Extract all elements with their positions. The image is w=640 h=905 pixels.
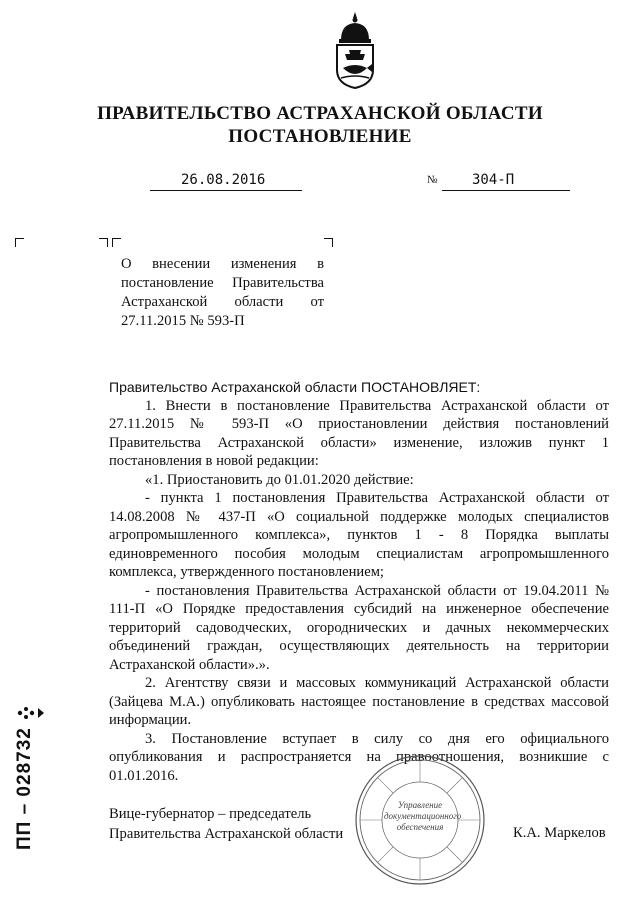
signatory-title-line-1: Вице-губернатор – председатель <box>109 806 312 822</box>
paragraph-1-1: «1. Приостановить до 01.01.2020 действие: <box>145 471 414 488</box>
corner-mark-mid-right <box>99 238 108 247</box>
document-body <box>109 378 609 785</box>
corner-mark-left <box>15 238 24 247</box>
coat-of-arms-icon <box>327 10 383 90</box>
corner-mark-right <box>324 238 333 247</box>
paragraph-1: 1. Внести в постановление Правительства Астраханской области от 27.11.2015 № 593-П «О приостановлении действия постановлений Правительства Астраханской области» изменение, изложив пункт 1 постановления в новой редакции: <box>109 397 609 469</box>
document-type-title: ПОСТАНОВЛЕНИЕ <box>228 126 412 147</box>
government-title: ПРАВИТЕЛЬСТВО АСТРАХАНСКОЙ ОБЛАСТИ <box>97 103 543 124</box>
ornament-icon <box>14 704 48 722</box>
resolution-intro: Правительство Астраханской области ПОСТАНОВЛЯЕТ: <box>109 379 481 395</box>
number-sign: № <box>427 174 438 186</box>
paragraph-item-2: - постановления Правительства Астраханской области от 19.04.2011 № 111-П «О Порядке предоставления субсидий на инженерное обеспечение территорий садоводческих, огороднических и дачных некоммерческих объединений граждан, осуществляющих деятельность на территории Астраханской области».». <box>109 582 609 673</box>
stamp-line-1: Управление <box>397 800 443 810</box>
stamp-line-2: документационного <box>384 811 462 821</box>
document-subject: О внесении изменения в постановление Правительства Астраханской области от 27.11.2015 № 593-П <box>121 256 324 329</box>
stamp-inscription <box>384 800 462 833</box>
signatory-title <box>109 804 343 844</box>
paragraph-item-1: - пункта 1 постановления Правительства Астраханской области от 14.08.2008 № 437-П «О социальной поддержке молодых специалистов агропромышленного комплекса», пунктов 1 - 8 Порядка выплаты единовременного пособия молодым специалистам агропромышленного комплекса, утвержденного постановлением; <box>109 490 609 580</box>
signatory-title-line-2: Правительства Астраханской области <box>109 826 344 842</box>
document-number: 304-П <box>472 172 515 188</box>
signatory-name: К.А. Маркелов <box>513 825 606 841</box>
document-date: 26.08.2016 <box>181 172 266 188</box>
paragraph-3: 3. Постановление вступает в силу со дня его официального опубликования и распространяется на правоотношения, возникшие с 01.01.2016. <box>109 730 609 784</box>
corner-mark-mid-left <box>112 238 121 247</box>
paragraph-2: 2. Агентству связи и массовых коммуникаций Астраханской области (Зайцева М.А.) опубликовать настоящее постановление в средствах массовой информации. <box>109 675 609 728</box>
stamp-line-3: обеспечения <box>396 822 444 832</box>
document-side-code: ПП – 028732 <box>14 727 35 850</box>
